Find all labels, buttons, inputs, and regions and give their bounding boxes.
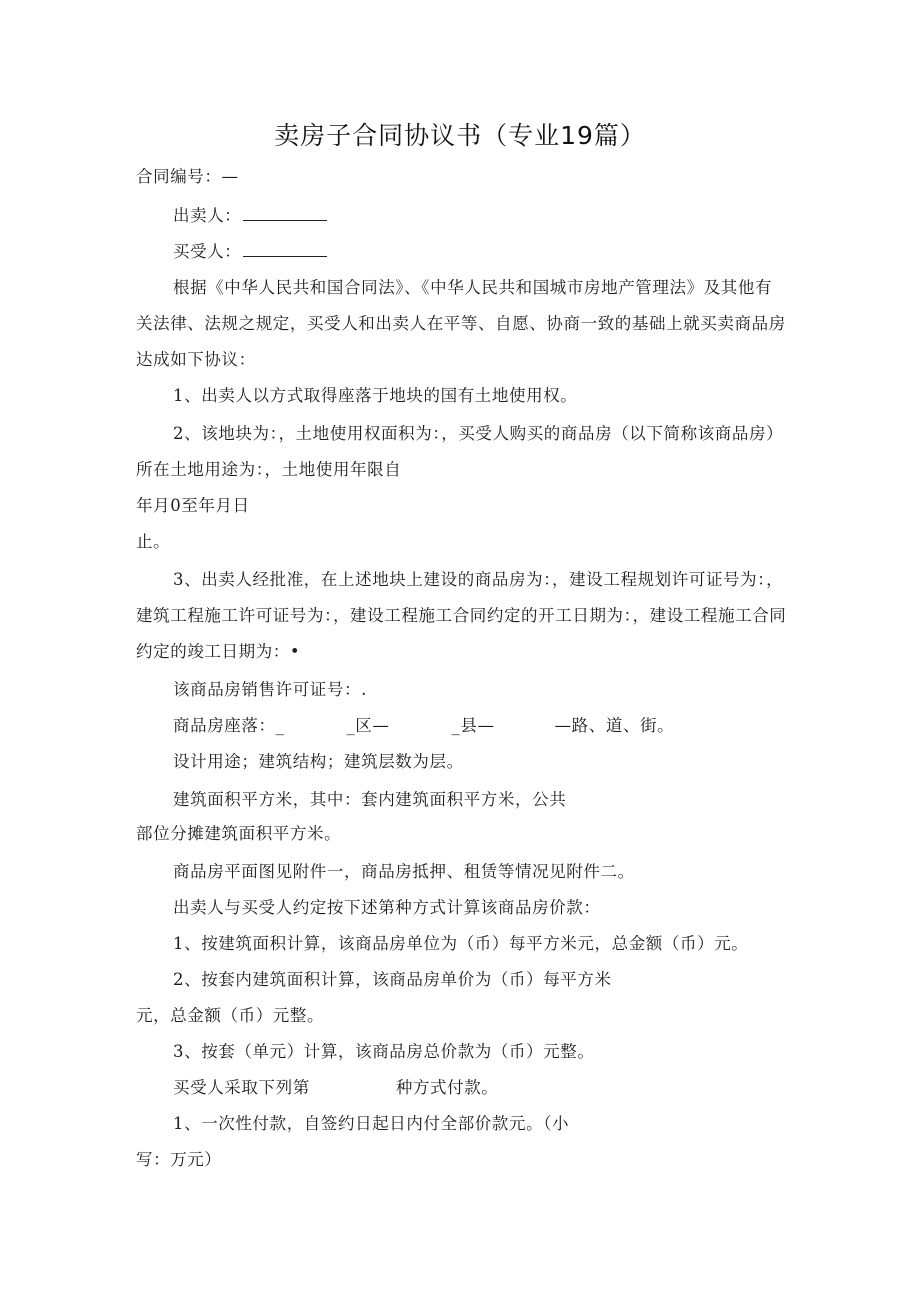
paragraph-line: 部位分摊建筑面积平方米。	[136, 824, 342, 843]
contract-number: 合同编号：—	[136, 167, 239, 186]
buyer-label: 买受人：	[173, 242, 242, 261]
paragraph-line: 元，总金额（币）元整。	[136, 1006, 325, 1025]
paragraph-line: 达成如下协议：	[136, 350, 256, 369]
paragraph-line: 约定的竣工日期为：•	[136, 642, 301, 661]
paragraph-line: 2、按套内建筑面积计算，该商品房单价为（币）每平方米	[173, 970, 612, 989]
paragraph-line: 出卖人与买受人约定按下述第种方式计算该商品房价款：	[173, 898, 601, 917]
document-title: 卖房子合同协议书（专业19篇）	[274, 121, 646, 150]
road-label: —路、道、街。	[554, 716, 675, 735]
buyer-blank	[243, 242, 327, 257]
paragraph-line: 3、出卖人经批准，在上述地块上建设的商品房为：，建设工程规划许可证号为：，	[173, 570, 784, 589]
paragraph-line: 写：万元）	[136, 1150, 222, 1169]
seller-field	[173, 202, 327, 226]
paragraph-line: 商品房平面图见附件一，商品房抵押、租赁等情况见附件二。	[173, 862, 635, 881]
paragraph-line: 2、该地块为：，土地使用权面积为：，买受人购买的商品房（以下简称该商品房）	[173, 424, 784, 443]
payment-method-prefix: 买受人采取下列第	[173, 1078, 310, 1097]
paragraph-line: 根据《中华人民共和国合同法》、《中华人民共和国城市房地产管理法》及其他有	[173, 278, 773, 297]
county-label: _县—	[451, 716, 495, 735]
paragraph-line: 1、出卖人以方式取得座落于地块的国有土地使用权。	[173, 386, 578, 405]
paragraph-line: 1、按建筑面积计算，该商品房单位为（币）每平方米元，总金额（币）元。	[173, 934, 749, 953]
seller-blank	[243, 206, 327, 221]
payment-method-suffix: 种方式付款。	[395, 1078, 499, 1097]
paragraph-line: 年月0至年月日	[136, 496, 250, 515]
paragraph-line: 止。	[136, 532, 171, 551]
paragraph-line: 该商品房销售许可证号：.	[173, 680, 367, 699]
paragraph-line: 1、一次性付款，自签约日起日内付全部价款元。（小	[173, 1114, 570, 1133]
payment-method-line	[173, 1074, 498, 1098]
seller-label: 出卖人：	[173, 206, 242, 225]
paragraph-line: 建筑面积平方米，其中：套内建筑面积平方米，公共	[173, 790, 567, 809]
paragraph-line: 设计用途；建筑结构；建筑层数为层。	[173, 752, 464, 771]
location-label: 商品房座落：_	[173, 716, 285, 735]
paragraph-line: 关法律、法规之规定，买受人和出卖人在平等、自愿、协商一致的基础上就买卖商品房	[136, 314, 786, 333]
buyer-field	[173, 238, 327, 262]
location-line	[173, 712, 674, 736]
district-label: _区—	[346, 716, 390, 735]
paragraph-line: 3、按套（单元）计算，该商品房总价款为（币）元整。	[173, 1042, 595, 1061]
paragraph-line: 建筑工程施工许可证号为：，建设工程施工合同约定的开工日期为：，建设工程施工合同	[136, 606, 787, 625]
paragraph-line: 所在土地用途为：，土地使用年限自	[136, 460, 402, 479]
